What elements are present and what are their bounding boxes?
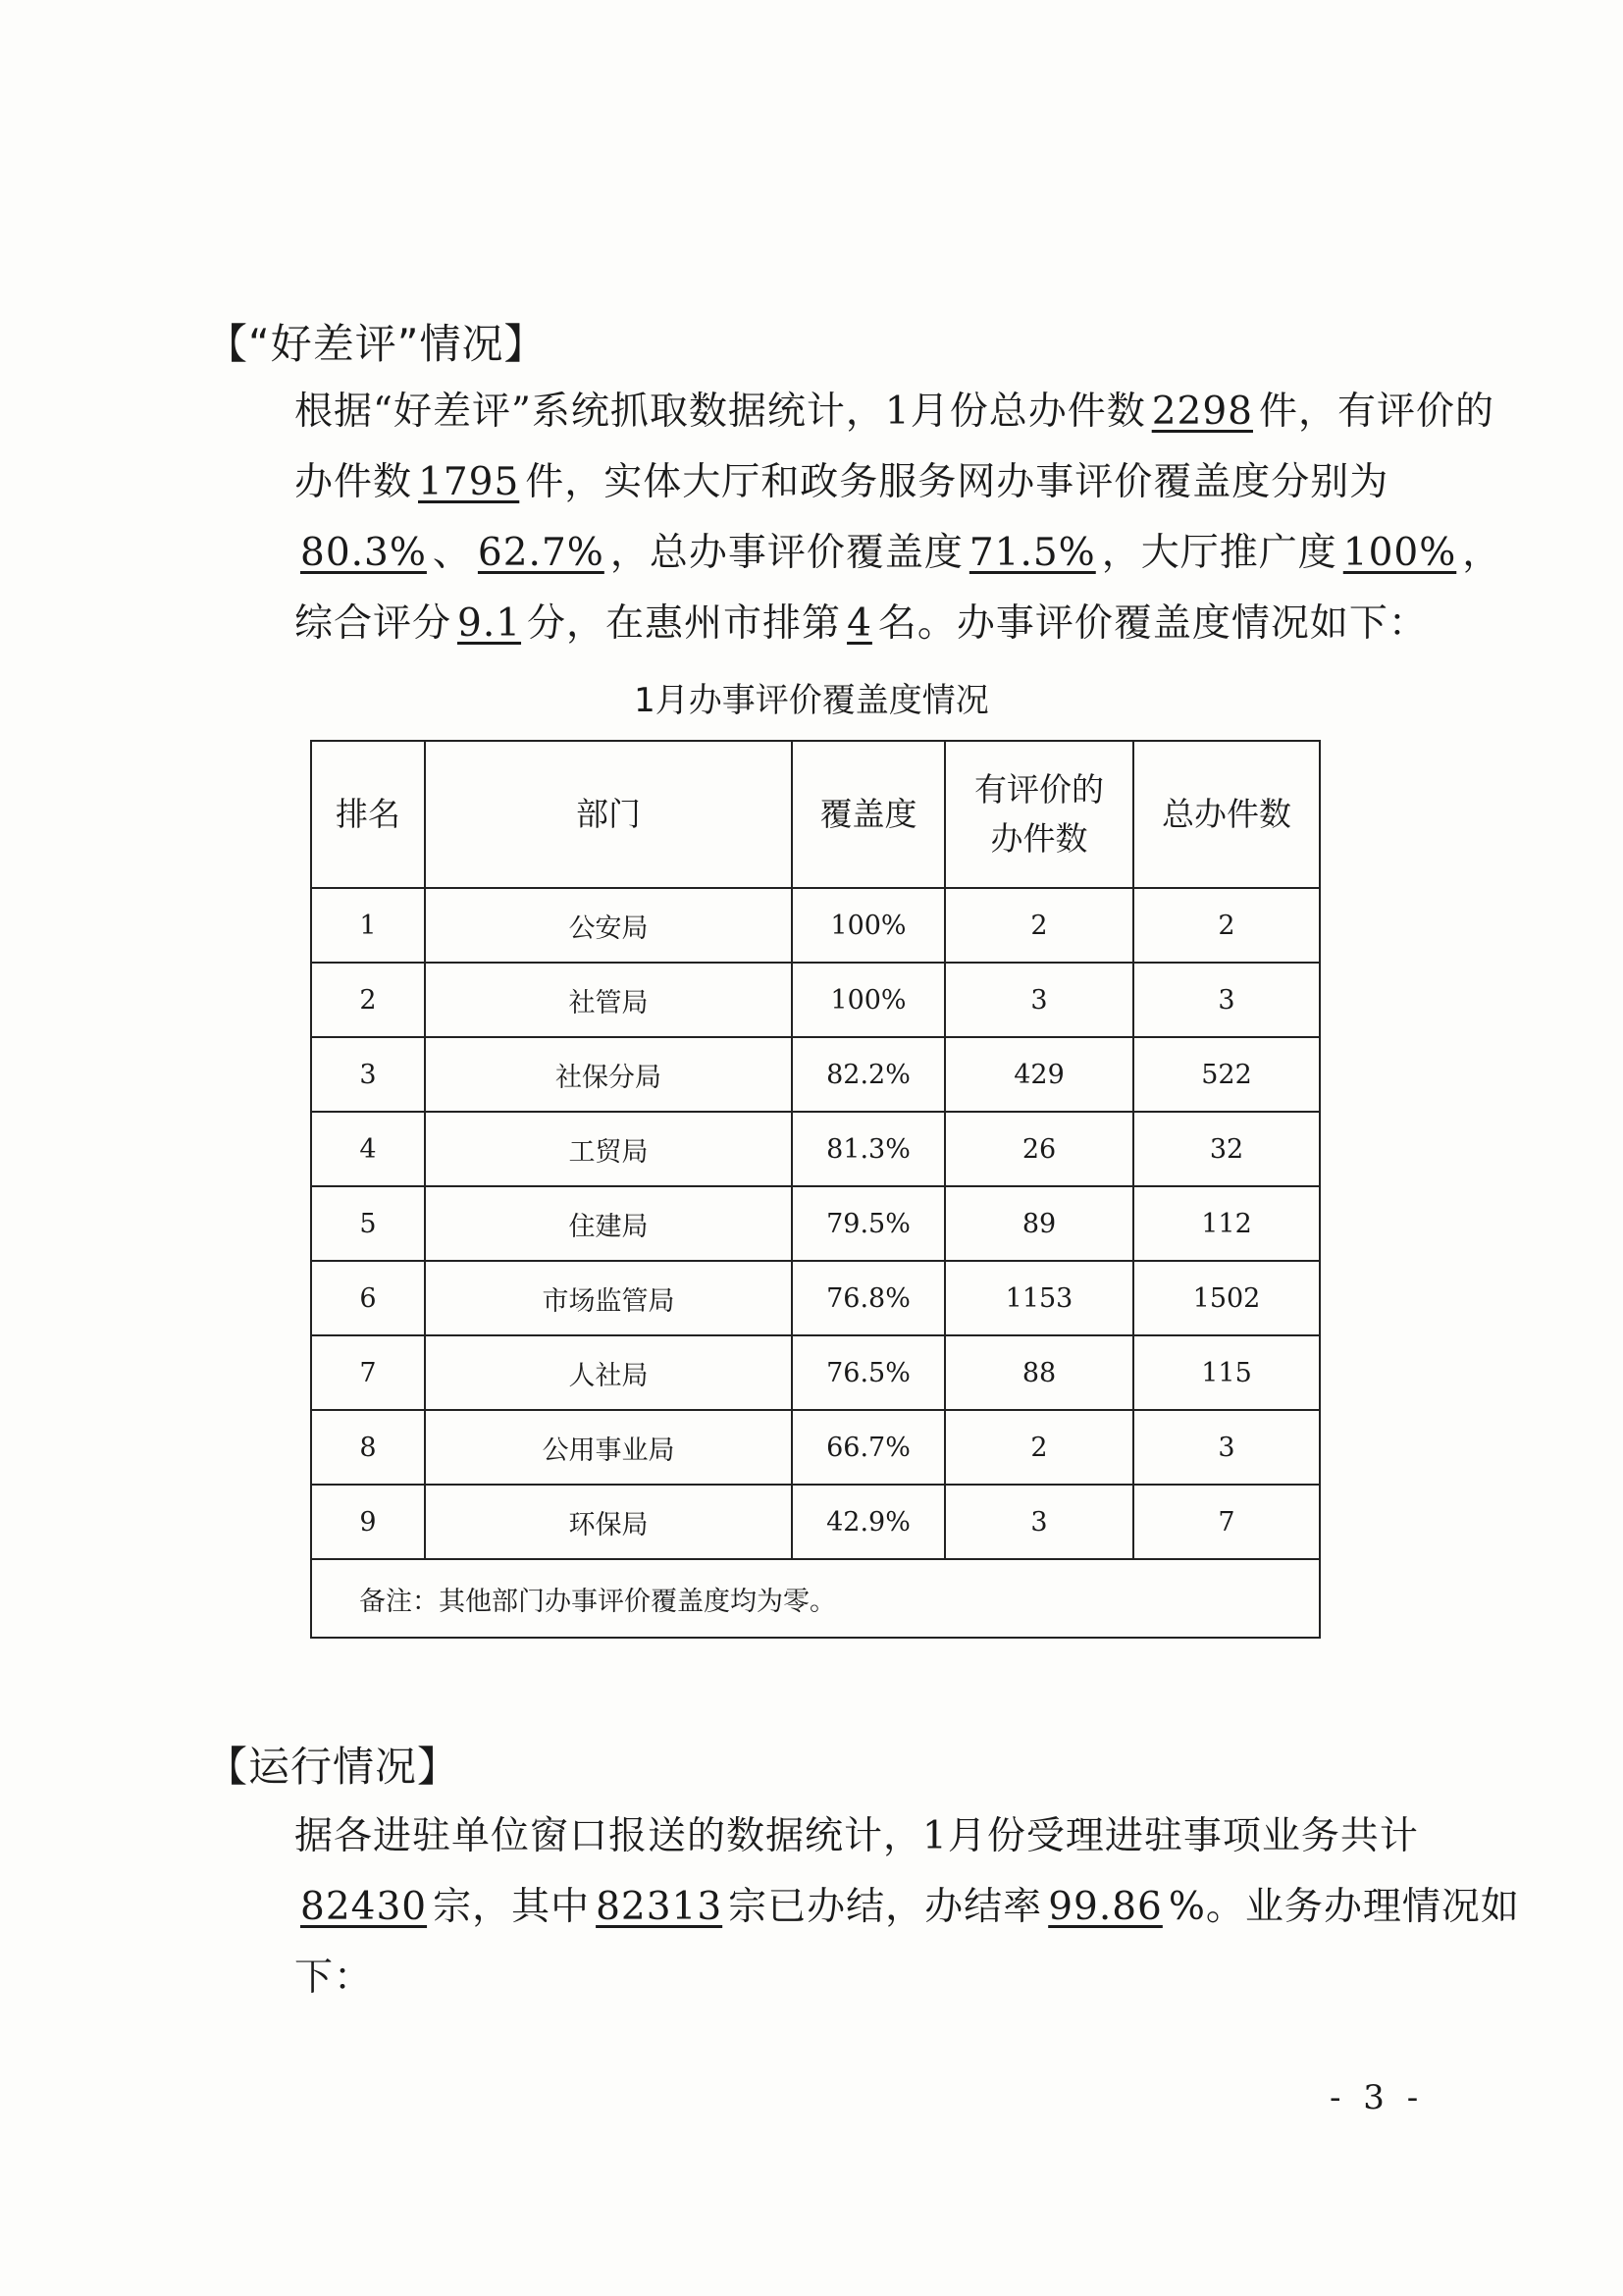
cell-department: 住建局 [425, 1186, 792, 1261]
header-rank: 排名 [311, 741, 425, 888]
cell-coverage: 81.3% [792, 1112, 945, 1186]
table-header-row [311, 741, 1320, 888]
cell-total: 522 [1133, 1037, 1320, 1112]
table-row [311, 963, 1320, 1037]
cell-coverage: 100% [792, 888, 945, 963]
cell-department: 工贸局 [425, 1112, 792, 1186]
cell-coverage: 42.9% [792, 1485, 945, 1559]
cell-coverage: 76.8% [792, 1261, 945, 1335]
section-heading-rating: 【“好差评”情况】 [206, 320, 547, 368]
table-row [311, 1112, 1320, 1186]
table-row [311, 888, 1320, 963]
cell-total: 3 [1133, 963, 1320, 1037]
cell-rated: 88 [945, 1335, 1133, 1410]
coverage-table [310, 740, 1321, 1639]
cell-total: 7 [1133, 1485, 1320, 1559]
cell-department: 社管局 [425, 963, 792, 1037]
cell-coverage: 76.5% [792, 1335, 945, 1410]
cell-rank: 2 [311, 963, 425, 1037]
cell-department: 人社局 [425, 1335, 792, 1410]
cell-rank: 3 [311, 1037, 425, 1112]
header-total-cases: 总办件数 [1133, 741, 1320, 888]
cell-rated: 26 [945, 1112, 1133, 1186]
cell-department: 市场监管局 [425, 1261, 792, 1335]
cell-rank: 4 [311, 1112, 425, 1186]
cell-department: 公用事业局 [425, 1410, 792, 1485]
cell-rated: 429 [945, 1037, 1133, 1112]
cell-total: 112 [1133, 1186, 1320, 1261]
cell-department: 环保局 [425, 1485, 792, 1559]
text: 件，实体大厅和政务服务网办事评价覆盖度分别为 [525, 460, 1389, 504]
text: %。业务办理情况如下： [294, 1885, 1520, 2000]
table-row [311, 1410, 1320, 1485]
text: 据各进驻单位窗口报送的数据统计，1月份受理进驻事项业务共计 [294, 1814, 1419, 1858]
cell-rated: 89 [945, 1186, 1133, 1261]
cell-rated: 1153 [945, 1261, 1133, 1335]
text: 根据“好差评”系统抓取数据统计，1月份总办件数 [294, 390, 1146, 434]
accepted-cases-value: 82430 [300, 1885, 428, 1929]
cell-coverage: 100% [792, 963, 945, 1037]
text: ，大厅推广度 [1101, 531, 1337, 575]
text: 分，在惠州市排第 [527, 601, 842, 646]
header-rated-cases: 有评价的办件数 [945, 741, 1133, 888]
text: ，综合评分 [294, 531, 1502, 646]
total-cases-value: 2298 [1151, 390, 1253, 434]
cell-total: 2 [1133, 888, 1320, 963]
cell-rank: 6 [311, 1261, 425, 1335]
cell-rank: 5 [311, 1186, 425, 1261]
cell-coverage: 82.2% [792, 1037, 945, 1112]
cell-rated: 3 [945, 1485, 1133, 1559]
cell-rank: 9 [311, 1485, 425, 1559]
text: ，总办事评价覆盖度 [609, 531, 964, 575]
text: 、 [432, 531, 472, 575]
text: 件，有评价的办件数 [294, 390, 1494, 504]
table-row [311, 1186, 1320, 1261]
cell-coverage: 79.5% [792, 1186, 945, 1261]
web-coverage-value: 62.7% [477, 531, 604, 575]
hall-coverage-value: 80.3% [300, 531, 427, 575]
cell-department: 公安局 [425, 888, 792, 963]
table-row [311, 1037, 1320, 1112]
cell-total: 115 [1133, 1335, 1320, 1410]
cell-coverage: 66.7% [792, 1410, 945, 1485]
score-value: 9.1 [457, 601, 522, 646]
cell-total: 3 [1133, 1410, 1320, 1485]
cell-department: 社保分局 [425, 1037, 792, 1112]
section-heading-operation: 【运行情况】 [206, 1743, 460, 1791]
text: 名。办事评价覆盖度情况如下： [877, 601, 1428, 646]
cell-rank: 8 [311, 1410, 425, 1485]
table-row [311, 1335, 1320, 1410]
cell-rated: 2 [945, 888, 1133, 963]
cell-rank: 7 [311, 1335, 425, 1410]
rated-cases-value: 1795 [418, 460, 520, 504]
operation-summary-paragraph [206, 1801, 1531, 2013]
table-row [311, 1261, 1320, 1335]
completion-rate-value: 99.86 [1048, 1885, 1163, 1929]
cell-rank: 1 [311, 888, 425, 963]
header-department: 部门 [425, 741, 792, 888]
cell-total: 1502 [1133, 1261, 1320, 1335]
text: 宗已办结，办结率 [728, 1885, 1043, 1929]
table-note-row [311, 1559, 1320, 1638]
cell-total: 32 [1133, 1112, 1320, 1186]
cell-rated: 3 [945, 963, 1133, 1037]
table-row [311, 1485, 1320, 1559]
text: 宗，其中 [433, 1885, 591, 1929]
completed-cases-value: 82313 [596, 1885, 723, 1929]
page-number: - 3 - [1330, 2078, 1425, 2117]
rank-value: 4 [847, 601, 872, 646]
table-caption: 1月办事评价覆盖度情况 [634, 681, 989, 720]
header-coverage: 覆盖度 [792, 741, 945, 888]
total-coverage-value: 71.5% [969, 531, 1096, 575]
cell-rated: 2 [945, 1410, 1133, 1485]
promotion-value: 100% [1342, 531, 1457, 575]
rating-summary-paragraph [206, 377, 1531, 659]
table-note: 备注：其他部门办事评价覆盖度均为零。 [311, 1559, 1320, 1638]
